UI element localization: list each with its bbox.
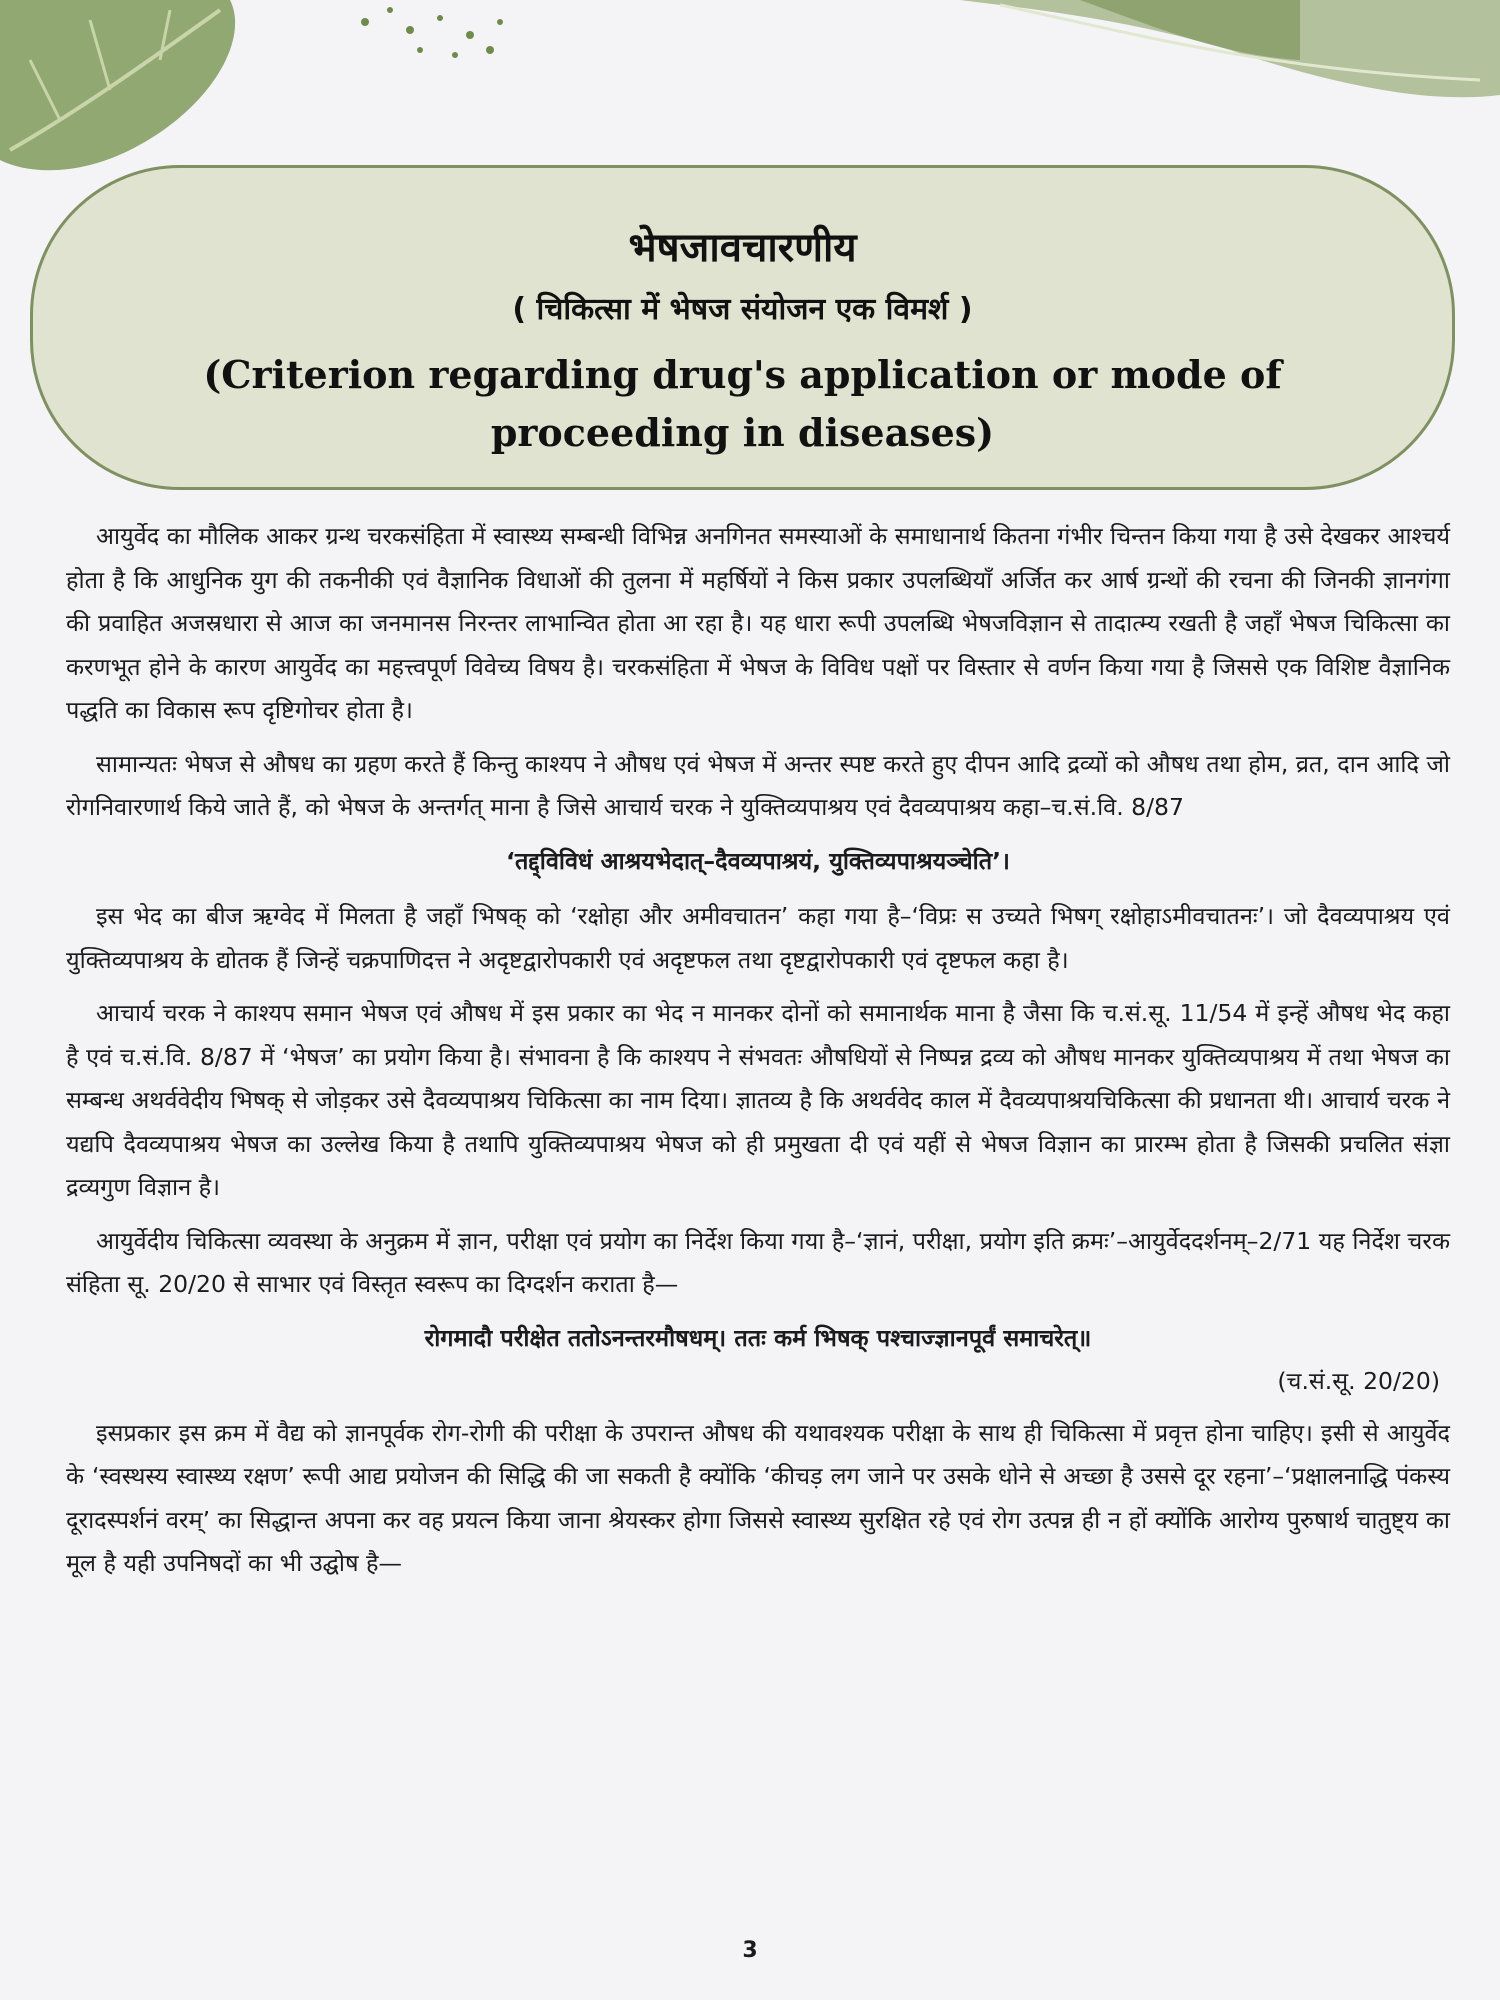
paragraph-5: आयुर्वेदीय चिकित्सा व्यवस्था के अनुक्रम में ज्ञान, परीक्षा एवं प्रयोग का निर्देश किया गया है–‘ज्ञानं, परीक्षा, प्रयोग इति क्रमः’–आयुर्वेददर्शनम्–2/71 यह निर्देश चरक संहिता सू. 20/20 से साभार एवं विस्तृत स्वरूप का दिग्दर्शन कराता है— bbox=[66, 1226, 1450, 1298]
paragraph-2: सामान्यतः भेषज से औषध का ग्रहण करते हैं किन्तु काश्यप ने औषध एवं भेषज में अन्तर स्पष्ट करते हुए दीपन आदि द्रव्यों को औषध तथा होम, व्रत, दान आदि जो रोगनिवारणार्थ किये जाते हैं, को भेषज के अन्तर्गत् माना है जिसे आचार्य चरक ने युक्तिव्यपाश्रय एवं दैवव्यपाश्रय कहा–च.सं.वि. 8/87 bbox=[66, 749, 1450, 821]
paragraph-6: इसप्रकार इस क्रम में वैद्य को ज्ञानपूर्वक रोग-रोगी की परीक्षा के उपरान्त औषध की यथावश्यक परीक्षा के साथ ही चिकित्सा में प्रवृत्त होना चाहिए। इसी से आयुर्वेद के ‘स्वस्थस्य स्वास्थ्य रक्षण’ रूपी आद्य प्रयोजन की सिद्धि की जा सकती है क्योंकि ‘कीचड़ लग जाने पर उसके धोने से अच्छा है उससे दूर रहना’–‘प्रक्षालनाद्धि पंकस्य दूरादस्पर्शनं वरम्’ का सिद्धान्त अपना कर वह प्रयत्न किया जाना श्रेयस्कर होगा जिससे स्वास्थ्य सुरक्षित रहे एवं रोग उत्पन्न ही न हों क्योंकि आरोग्य पुरुषार्थ चातुष्ट्य का मूल है यही उपनिषदों का भी उद्घोष है— bbox=[66, 1418, 1450, 1577]
paragraph-4: आचार्य चरक ने काश्यप समान भेषज एवं औषध में इस प्रकार का भेद न मानकर दोनों को समानार्थक माना है जैसा कि च.सं.सू. 11/54 में इन्हें औषध भेद कहा है एवं च.सं.वि. 8/87 में ‘भेषज’ का प्रयोग किया है। संभावना है कि काश्यप ने संभवतः औषधियों से निष्पन्न द्रव्य को औषध मानकर युक्तिव्यपाश्रय में तथा भेषज का सम्बन्ध अथर्ववेदीय भिषक् से जोड़कर उसे दैवव्यपाश्रय चिकित्सा का नाम दिया। ज्ञातव्य है कि अथर्ववेद काल में दैवव्यपाश्रयचिकित्सा की प्रधानता थी। आचार्य चरक ने यद्यपि दैवव्यपाश्रय भेषज का उल्लेख किया है तथापि युक्तिव्यपाश्रय भेषज को ही प्रमुखता दी एवं यहीं से भेषज विज्ञान का प्रारम्भ होता है जिसकी प्रचलित संज्ञा द्रव्यगुण विज्ञान है। bbox=[66, 999, 1450, 1201]
chapter-title-english: (Criterion regarding drug's application or mode of proceeding in diseases) bbox=[203, 352, 1282, 455]
seed-dots bbox=[361, 7, 503, 58]
paragraph-3: इस भेद का बीज ऋग्वेद में मिलता है जहाँ भिषक् को ‘रक्षोहा और अमीवचातन’ कहा गया है–‘विप्रः स उच्यते भिषग् रक्षोहाऽमीवचातनः’। जो दैवव्यपाश्रय एवं युक्तिव्यपाश्रय के द्योतक हैं जिन्हें चक्रपाणिदत्त ने अदृष्टद्वारोपकारी एवं अदृष्टफल तथा दृष्टद्वारोपकारी एवं दृष्टफल कहा है। bbox=[66, 902, 1450, 974]
paragraph-1: आयुर्वेद का मौलिक आकर ग्रन्थ चरकसंहिता में स्वास्थ्य सम्बन्धी विभिन्न अनगिनत समस्याओं के समाधानार्थ कितना गंभीर चिन्तन किया गया है उसे देखकर आश्चर्य होता है कि आधुनिक युग की तकनीकी एवं वैज्ञानिक विधाओं की तुलना में महर्षियों ने किस प्रकार उपलब्धियाँ अर्जित कर आर्ष ग्रन्थों की रचना की जिनकी ज्ञानगंगा की प्रवाहित अजस्रधारा से आज का जनमानस निरन्तर लाभान्वित होता आ रहा है। यह धारा रूपी उपलब्धि भेषजविज्ञान से तादात्म्य रखती है जहाँ भेषज चिकित्सा का करणभूत होने के कारण आयुर्वेद का महत्त्वपूर्ण विवेच्य विषय है। चरकसंहिता में भेषज के विविध पक्षों पर विस्तार से वर्णन किया गया है जिससे एक विशिष्ट वैज्ञानिक पद्धति का विकास रूप दृष्टिगोचर होता है। bbox=[66, 522, 1450, 724]
sanskrit-verse: रोगमादौ परीक्षेत ततोऽनन्तरमौषधम्। ततः कर्म भिषक् पश्चाज्ज्ञानपूर्वं समाचरेत्॥ bbox=[424, 1323, 1092, 1352]
page-number: 3 bbox=[742, 1938, 758, 1963]
chapter-header bbox=[30, 165, 1455, 490]
sanskrit-quote: ‘तद्द्विविधं आश्रयभेदात्–दैवव्यपाश्रयं, युक्तिव्यपाश्रयञ्चेति’। bbox=[506, 846, 1010, 875]
verse-reference: (च.सं.सू. 20/20) bbox=[1277, 1367, 1440, 1395]
chapter-subtitle: ( चिकित्सा में भेषज संयोजन एक विमर्श ) bbox=[512, 292, 973, 327]
page-body bbox=[66, 515, 1450, 1596]
chapter-title: भेषजावचारणीय bbox=[628, 225, 857, 271]
